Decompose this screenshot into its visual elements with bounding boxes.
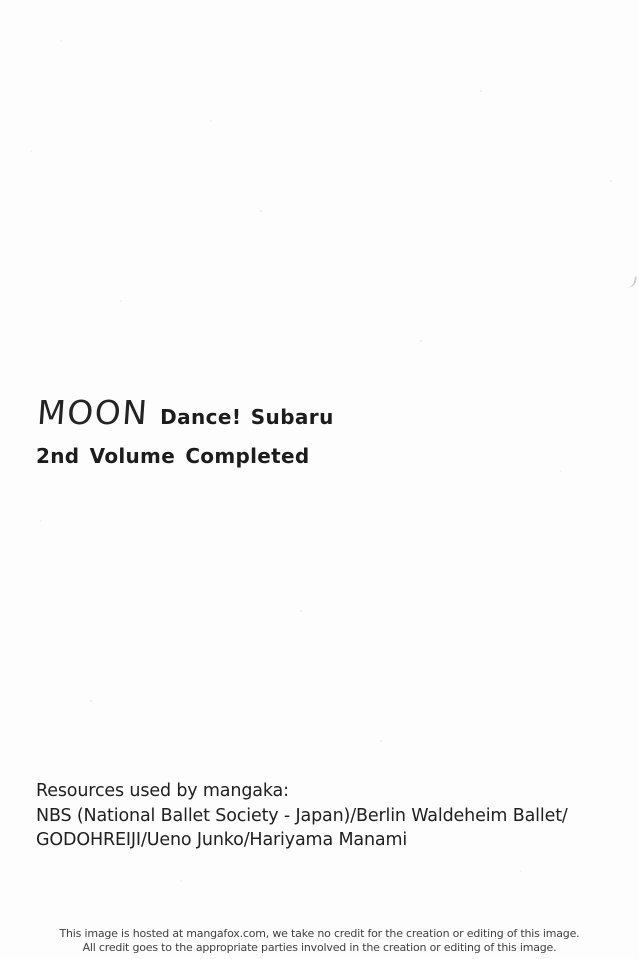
credits-heading: Resources used by mangaka: <box>36 781 289 801</box>
disclaimer-line-1: This image is hosted at mangafox.com, we take no credit for the creation or editing of this image. <box>59 927 580 940</box>
scan-noise <box>0 0 2 2</box>
series-title: Dance! Subaru <box>160 405 334 429</box>
title-block <box>36 393 334 432</box>
series-logo: MOON <box>36 393 150 432</box>
disclaimer-line-2: All credit goes to the appropriate parties involved in the creation or editing of this image. <box>82 940 557 954</box>
credits-line-2: GODOHREIJI/Ueno Junko/Hariyama Manami <box>36 830 408 850</box>
scan-artifact <box>627 275 637 288</box>
credits-block <box>36 779 568 853</box>
hosting-disclaimer <box>0 927 639 954</box>
credits-line-1: NBS (National Ballet Society - Japan)/Berlin Waldeheim Ballet/ <box>36 805 568 826</box>
volume-completed-text: 2nd Volume Completed <box>36 444 310 468</box>
